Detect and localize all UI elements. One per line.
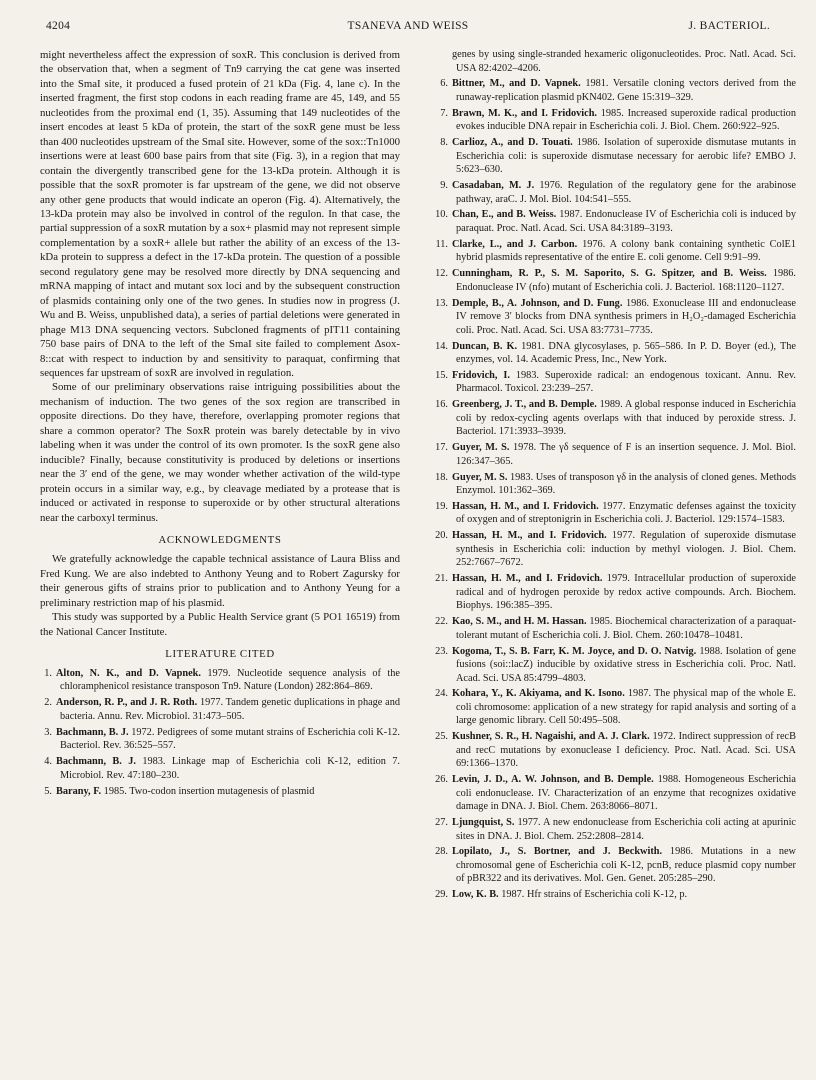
reference-text: 1985. Two-codon insertion mutagenesis of plasmid <box>101 785 315 797</box>
reference-item <box>436 267 796 294</box>
reference-number: 7. <box>440 107 448 119</box>
reference-item <box>436 136 796 177</box>
reference-authors: Kogoma, T., S. B. Farr, K. M. Joyce, and D. O. Natvig. <box>452 645 697 657</box>
reference-item <box>436 888 796 902</box>
reference-text: 1987. The physical map of the whole E. coli chromosome: application of a new strategy for rapid analysis and sorting of a large genomic library. Cell 50:495–508. <box>456 688 797 727</box>
paragraph: We gratefully acknowledge the capable technical assistance of Laura Bliss and Fred Kung. We are also indebted to Anthony Yeung and to Robert Zagursky for their generous gifts of strains prior to publication and to Anthony Yeung for a preliminary restriction map of his plasmid. <box>40 553 400 609</box>
reference-authors: Clarke, L., and J. Carbon. <box>452 238 578 250</box>
reference-authors: Duncan, B. K. <box>452 340 518 352</box>
reference-text: 1983. Uses of transposon γδ in the analysis of cloned genes. Methods Enzymol. 101:362–369. <box>456 471 796 497</box>
reference-authors: Ljungquist, S. <box>452 817 515 829</box>
reference-number: 24. <box>435 688 448 700</box>
reference-item <box>40 726 400 753</box>
reference-number: 3. <box>44 726 52 738</box>
reference-text: 1986. Exonuclease III and endonuclease IV remove 3′ blocks from DNA synthesis primers in H₂O₂-damaged Escherichia coli. Proc. Natl. Acad. Sci. USA 83:7731–7735. <box>456 297 797 336</box>
reference-text: 1979. Nucleotide sequence analysis of the chloramphenicol resistance transposon Tn9. Nature (London) 282:864–869. <box>60 667 400 693</box>
acknowledgments-text <box>40 552 400 639</box>
reference-item <box>436 398 796 439</box>
reference-number: 8. <box>440 137 448 149</box>
reference-authors: Greenberg, J. T., and B. Demple. <box>452 399 597 411</box>
reference-number: 17. <box>435 442 448 454</box>
reference-text: 1983. Linkage map of Escherichia coli K-12, edition 7. Microbiol. Rev. 47:180–230. <box>60 756 400 781</box>
reference-text: 1972. Indirect suppression of recB and recC mutations by exonuclease I deficiency. Proc. Natl. Acad. Sci. USA 69:1366–1370. <box>456 731 796 770</box>
reference-text: 1986. Mutations in a new chromosomal gene of Escherichia coli K-12, pcnB, reduce plasmid copy number of pBR322 and its derivatives. Mol. Gen. Genet. 205:285–290. <box>456 846 796 885</box>
reference-number: 12. <box>435 268 448 280</box>
reference-number: 25. <box>435 731 448 743</box>
reference-number: 28. <box>435 846 448 858</box>
reference-authors: Casadaban, M. J. <box>452 180 535 192</box>
reference-authors: Lopilato, J., S. Bortner, and J. Beckwith. <box>452 846 663 858</box>
reference-text: 1977. Tandem genetic duplications in phage and bacteria. Annu. Rev. Microbiol. 31:473–505. <box>60 697 401 722</box>
reference-number: 6. <box>440 78 448 90</box>
reference-authors: Bachmann, B. J. <box>56 756 136 768</box>
reference-text: 1979. Intracellular production of superoxide radical and of hydrogen peroxide by redox active compounds. Arch. Biochem. Biophys. 196:385–395. <box>456 573 797 612</box>
reference-item <box>436 238 796 265</box>
reference-number: 29. <box>435 889 448 901</box>
discussion-text <box>40 48 400 525</box>
reference-number: 18. <box>435 471 448 483</box>
reference-list-right <box>436 48 796 902</box>
reference-text: 1985. Increased superoxide radical production evokes inducible DNA repair in Escherichia coli. J. Biol. Chem. 260:922–925. <box>456 107 796 133</box>
running-authors: TSANEVA AND WEISS <box>347 20 469 32</box>
reference-item <box>436 471 796 498</box>
reference-item <box>436 645 796 686</box>
reference-number: 2. <box>44 697 52 709</box>
reference-item <box>40 696 400 723</box>
reference-item <box>436 687 796 728</box>
reference-item <box>436 773 796 814</box>
reference-authors: Hassan, H. M., and I. Fridovich. <box>452 573 603 585</box>
reference-number: 5. <box>44 785 52 797</box>
reference-text: 1977. Regulation of superoxide dismutase synthesis in Escherichia coli: induction by methyl viologen. J. Biol. Chem. 252:7667–7672. <box>456 530 796 569</box>
reference-number: 21. <box>435 573 448 585</box>
reference-text: genes by using single-stranded hexameric oligonucleotides. Proc. Natl. Acad. Sci. USA 82:4202–4206. <box>452 49 796 74</box>
reference-text: 1976. A colony bank containing synthetic ColE1 hybrid plasmids representative of the entire E. coli genome. Cell 9:91–99. <box>456 238 796 264</box>
reference-authors: Kao, S. M., and H. M. Hassan. <box>452 616 587 628</box>
reference-number: 10. <box>435 209 448 221</box>
reference-text: 1978. The γδ sequence of F is an insertion sequence. J. Mol. Biol. 126:347–365. <box>456 442 796 467</box>
reference-item <box>436 441 796 468</box>
reference-text: 1983. Superoxide radical: an endogenous toxicant. Annu. Rev. Pharmacol. Toxicol. 23:239–257. <box>456 369 796 395</box>
reference-authors: Barany, F. <box>56 785 102 797</box>
reference-authors: Hassan, H. M., and I. Fridovich. <box>452 500 599 512</box>
reference-authors: Levin, J. D., A. W. Johnson, and B. Demple. <box>452 774 654 786</box>
reference-number: 15. <box>435 369 448 381</box>
right-column <box>436 48 796 904</box>
reference-number: 27. <box>435 817 448 829</box>
reference-item <box>436 572 796 613</box>
reference-text: 1986. Endonuclease IV (nfo) mutant of Escherichia coli. J. Bacteriol. 168:1120–1127. <box>456 268 796 293</box>
reference-text: 1988. Isolation of gene fusions (soi::lacZ) inducible by oxidative stress in Escherichia coli. Proc. Natl. Acad. Sci. USA 85:4799–4803. <box>456 645 796 684</box>
reference-item <box>436 845 796 886</box>
reference-item <box>40 785 400 799</box>
reference-number: 1. <box>44 667 52 679</box>
reference-number: 20. <box>435 530 448 542</box>
reference-authors: Chan, E., and B. Weiss. <box>452 209 557 221</box>
reference-item <box>436 369 796 396</box>
reference-text: 1977. Enzymatic defenses against the toxicity of oxygen and of streptonigrin in Escherichia coli. J. Bacteriol. 129:1574–1583. <box>456 500 797 526</box>
reference-number: 11. <box>435 238 448 250</box>
literature-cited-heading: LITERATURE CITED <box>165 648 275 661</box>
running-header <box>46 20 770 36</box>
reference-authors: Kohara, Y., K. Akiyama, and K. Isono. <box>452 688 625 700</box>
reference-number: 22. <box>435 616 448 628</box>
reference-list-left <box>40 667 400 799</box>
reference-number: 19. <box>435 500 448 512</box>
reference-item <box>436 730 796 771</box>
reference-authors: Demple, B., A. Johnson, and D. Fung. <box>452 297 623 309</box>
reference-authors: Cunningham, R. P., S. M. Saporito, S. G. Spitzer, and B. Weiss. <box>452 268 767 280</box>
reference-text: 1986. Isolation of superoxide dismutase mutants in Escherichia coli: is superoxide dismutase necessary for aerobic life? EMBO J. 5:623–630. <box>456 137 796 176</box>
reference-number: 13. <box>435 297 448 309</box>
paragraph: might nevertheless affect the expression of soxR. This conclusion is derived from the observation that, when a segment of Tn9 carrying the cat gene was inserted into the SmaI site, it produced a fused protein of 21 kDa (Fig. 4, lane c). In the inserted fragment, the first stop codons in each reading frame are 45, 149, and 55 nucleotides from the proximal end (1, 35). Assuming that 149 nucleotides of the insert encodes at least 5 kDa of protein, the start of the soxR gene must be less than 400 nucleotides upstream of the SmaI site. However, some of the sox::Tn1000 insertions were at least 600 base pairs from that site (Fig. 3), in a region that may contain the divergently transcribed gene for the 13-kDa protein. Although it is possible that the soxR promoter is far upstream of the gene, we did not observe any other gene products that would indicate an operon (Fig. 4). Alternatively, the 13-kDa protein may also be involved in control of the regulon. In that case, the partial suppression of a soxR mutation by a sox+ plasmid may not represent simple complementation by a soxR+ allele but rather the ability of an excess of the 13-kDa protein to suppress a defect in the 17-kDa protein. The question of a possible second regulatory gene may be resolved more directly by DNA sequencing and mRNA mapping of intact and mutant sox loci and by the subsequent construction of plasmids containing only one of the two genes. In studies now in progress (J. Wu and B. Weiss, unpublished data), a series of partial deletions were generated in phage M13 DNA sequencing vectors. Subcloned fragments of pIT11 containing 750 base pairs of DNA to the left of the SmaI site failed to complement Δsox-8::cat with respect to induction by and sensitivity to paraquat, confirming that sequences far upstream of soxR are involved in regulation. <box>40 49 400 379</box>
reference-item <box>436 179 796 206</box>
reference-authors: Anderson, R. P., and J. R. Roth. <box>56 697 198 709</box>
reference-text: 1976. Regulation of the regulatory gene for the arabinose pathway, araC. J. Mol. Biol. 104:541–555. <box>456 180 796 205</box>
reference-continuation <box>436 48 796 75</box>
reference-item <box>436 77 796 104</box>
reference-authors: Low, K. B. <box>452 889 499 901</box>
reference-number: 4. <box>44 756 52 768</box>
reference-item <box>436 107 796 134</box>
reference-authors: Hassan, H. M., and I. Fridovich. <box>452 530 607 542</box>
reference-text: 1981. DNA glycosylases, p. 565–586. In P. D. Boyer (ed.), The enzymes, vol. 14. Academic Press, Inc., New York. <box>456 340 797 366</box>
reference-item <box>436 615 796 642</box>
page-number: 4204 <box>46 20 71 32</box>
reference-authors: Carlioz, A., and D. Touati. <box>452 137 573 149</box>
reference-text: 1981. Versatile cloning vectors derived from the runaway-replication plasmid pKN402. Gene 15:319–329. <box>456 78 796 103</box>
reference-authors: Brawn, M. K., and I. Fridovich. <box>452 107 597 119</box>
reference-authors: Fridovich, I. <box>452 369 510 381</box>
reference-authors: Guyer, M. S. <box>452 471 508 483</box>
reference-item <box>436 500 796 527</box>
reference-number: 9. <box>440 180 448 192</box>
reference-item <box>436 529 796 570</box>
reference-number: 16. <box>435 399 448 411</box>
reference-item <box>40 755 400 782</box>
reference-number: 26. <box>435 774 448 786</box>
reference-item <box>40 667 400 694</box>
reference-text: 1985. Biochemical characterization of a paraquat-tolerant mutant of Escherichia coli. J. Biol. Chem. 260:10478–10481. <box>456 616 796 641</box>
reference-authors: Alton, N. K., and D. Vapnek. <box>56 667 201 679</box>
reference-item <box>436 816 796 843</box>
reference-text: 1987. Endonuclease IV of Escherichia coli is induced by paraquat. Proc. Natl. Acad. Sci. USA 84:3189–3193. <box>456 209 797 234</box>
left-column <box>40 48 400 801</box>
reference-text: 1988. Homogeneous Escherichia coli endonuclease. IV. Characterization of an enzyme that recognizes oxidative damage in DNA. J. Biol. Chem. 263:8066–8071. <box>456 774 796 813</box>
reference-number: 14. <box>435 340 448 352</box>
reference-text: 1989. A global response induced in Escherichia coli by redox-cycling agents overlaps with that induced by peroxide stress. J. Bacteriol. 171:3933–3939. <box>456 399 796 438</box>
reference-item <box>436 340 796 367</box>
reference-text: 1977. A new endonuclease from Escherichia coli acting at apurinic sites in DNA. J. Biol. Chem. 252:2808–2814. <box>456 817 796 842</box>
reference-text: 1972. Pedigrees of some mutant strains of Escherichia coli K-12. Bacteriol. Rev. 36:525–557. <box>60 726 400 752</box>
reference-item <box>436 208 796 235</box>
paragraph: This study was supported by a Public Health Service grant (5 PO1 16519) from the National Cancer Institute. <box>40 611 400 638</box>
reference-authors: Guyer, M. S. <box>452 442 510 454</box>
reference-number: 23. <box>435 645 448 657</box>
journal-name: J. BACTERIOL. <box>688 20 770 32</box>
reference-text: 1987. Hfr strains of Escherichia coli K-12, p. <box>498 889 688 901</box>
paragraph: Some of our preliminary observations raise intriguing possibilities about the mechanism of induction. The two genes of the sox region are transcribed in opposite directions. Do they have, therefore, overlapping promoter regions that share a common operator? The SoxR protein was barely detectable by in vivo labeling when it was under the control of its own promoter. Is the soxR gene also inducible? Finally, because constitutivity is produced by deletions or insertions near the 3′ end of the gene, we may wonder whether activation of the wild-type protein occurs in a similar way, e.g., by cleavage mediated by a protease that is induced or activated in response to superoxide or by other structural alterations near the carboxyl terminus. <box>40 381 400 524</box>
reference-item <box>436 297 796 338</box>
reference-authors: Bittner, M., and D. Vapnek. <box>452 78 581 90</box>
reference-authors: Bachmann, B. J. <box>56 726 129 738</box>
acknowledgments-heading: ACKNOWLEDGMENTS <box>158 533 282 546</box>
reference-authors: Kushner, S. R., H. Nagaishi, and A. J. Clark. <box>452 731 650 743</box>
